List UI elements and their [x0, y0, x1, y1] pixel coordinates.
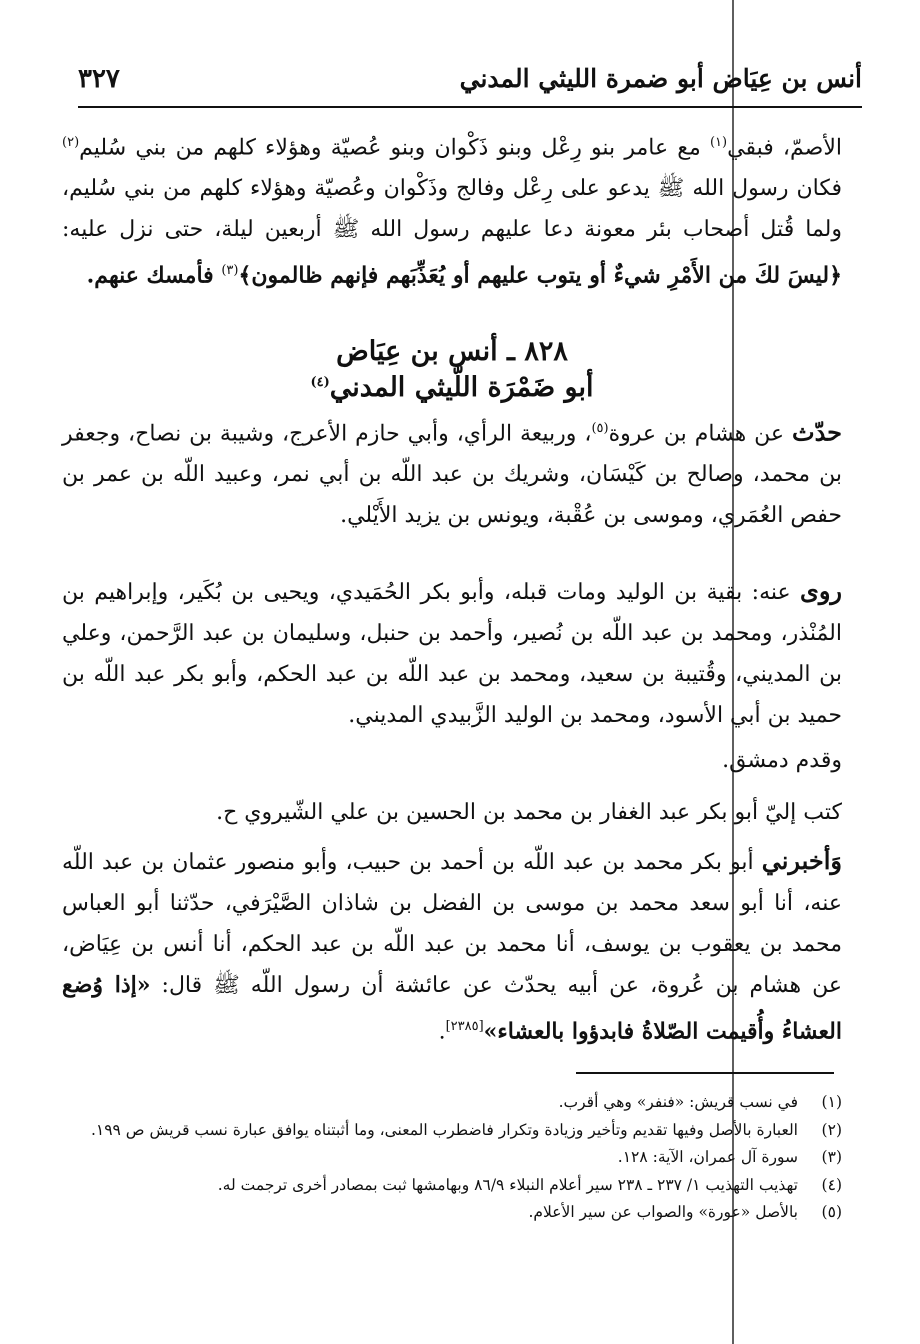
entry-subtitle: [62, 372, 842, 403]
para6-text-a: أبو بكر محمد بن عبد اللّه بن أحمد بن حبيب، وأبو منصور عثمان بن عبد اللّه عنه، أنا أبو سعد محمد بن موسى بن الفضل بن شاذان الصَّيْرَفي، حدّثنا أبو العباس محمد بن يعقوب بن يوسف، أنا محمد بن عبد اللّه بن عبد الحكم، أنا أنس بن عِيَاض، عن هشام بن عُروة، عن أبيه يحدّث عن عائشة أن رسول اللّه ﷺ قال:: [62, 850, 842, 998]
lead-word-rawa: روى: [800, 576, 842, 605]
entry-title-line1: ٨٢٨ ـ أنس بن عِيَاض: [336, 336, 568, 367]
paragraph-narrated-from: [62, 408, 842, 536]
footnote-ref-4: (٤): [310, 375, 330, 390]
paragraph-narrators: [62, 570, 842, 736]
para2-text-b: ، وربيعة الرأي، وأبي حازم الأعرج، وشيبة بن نصاح، وجعفر بن محمد، وصالح بن كَيْسَان، وشريك بن عبد اللّه بن أبي نمر، وعبيد اللّه بن عمر بن حفص العُمَري، وموسى بن عُقْبة، ويونس بن يزيد الأَيْلي.: [62, 421, 842, 529]
paragraph-hadith: [62, 840, 842, 1052]
footnote-text: في نسب قريش: «فنفر» وهي أقرب.: [558, 1093, 798, 1111]
para1-text-c: فكان رسول الله ﷺ يدعو على رِعْل وفالج وذَكْوان وعُصيّة وهؤلاء كلهم من بني سُليم، ولما قُتل أصحاب بئر معونة دعا عليهم رسول الله ﷺ أربعين ليلة، حتى نزل عليه:: [62, 176, 842, 243]
para3-text: عنه: بقية بن الوليد ومات قبله، وأبو بكر الحُمَيدي، ويحيى بن بُكَير، وإبراهيم بن المُنْذر، ومحمد بن عبد اللّه بن نُصير، وأحمد بن حنبل، وسليمان بن عبد الرَّحمن، وعلي بن المديني، وقُتيبة بن سعيد، ومحمد بن عبد اللّه بن عبد الحكم، وأبو بكر عبد اللّه بن حميد بن أبي الأسود، ومحمد بن الوليد الزَّبيدي المديني.: [62, 580, 842, 728]
page-number: ٣٢٧: [78, 64, 120, 94]
quran-verse: ﴿ليسَ لكَ من الأَمْرِ شيءٌ أو يتوب عليهم أو يُعَذِّبَهم فإنهم ظالمون﴾: [238, 262, 842, 289]
footnote-ref-2: (٢): [62, 135, 80, 150]
footnote-item: [78, 1118, 842, 1143]
paragraph-isnad-letter: [62, 792, 842, 833]
hadith-text: «إذا وُضع العشاءُ وأُقيمت الصّلاةُ فابدؤوا بالعشاء»: [62, 972, 842, 1045]
paragraph-damascus: [62, 740, 842, 781]
lead-word-haddatha: حدّث: [791, 417, 843, 447]
header-rule: [78, 106, 862, 108]
para6-end: .: [438, 1019, 446, 1045]
entry-title: [62, 336, 842, 367]
page-header: [78, 58, 862, 108]
footnote-ref-1: (١): [709, 135, 728, 150]
para1-text-d: فأمسك عنهم.: [86, 262, 222, 289]
footnote-item: [78, 1173, 842, 1198]
entry-title-line2: أبو ضَمْرَة اللَّيثي المدني: [329, 372, 594, 403]
footnotes: [78, 1090, 842, 1228]
footnote-item: [78, 1200, 842, 1225]
footnote-number: (١): [821, 1093, 842, 1111]
para2-text-a: عن هشام بن عروة: [608, 421, 792, 447]
lead-word-akhbarani: وَأخبرني: [761, 846, 842, 875]
footnote-number: (٢): [821, 1120, 842, 1139]
paragraph-continuation: [62, 122, 842, 297]
footnote-text: تهذيب التهذيب ١/ ٢٣٧ ـ ٢٣٨ سير أعلام النبلاء ٨٦/٩ وبهامشها ثبت بمصادر أخرى ترجمت له.: [217, 1175, 798, 1194]
footnote-rule: [576, 1072, 834, 1074]
para5-text: كتب إليّ أبو بكر عبد الغفار بن محمد بن الحسين بن علي الشّيروي ح.: [216, 800, 842, 825]
footnote-item: [78, 1090, 842, 1115]
footnote-text: سورة آل عمران، الآية: ١٢٨.: [617, 1148, 798, 1166]
footnote-text: بالأصل «عورة» والصواب عن سير الأعلام.: [528, 1203, 798, 1221]
footnote-number: (٤): [821, 1175, 842, 1194]
running-title: أنس بن عِيَاض أبو ضمرة الليثي المدني: [459, 64, 862, 93]
footnote-item: [78, 1145, 842, 1170]
para1-text-a: الأصمّ، فبقي: [727, 135, 842, 161]
footnote-text: العبارة بالأصل وفيها تقديم وتأخير وزيادة وتكرار فاضطرب المعنى، وما أثبتناه يوافق عبارة نسب قريش ص ١٩٩.: [90, 1120, 798, 1139]
hadith-ref-number: [٢٣٨٥]: [445, 1019, 484, 1034]
footnote-number: (٣): [821, 1148, 842, 1166]
footnote-number: (٥): [821, 1203, 842, 1221]
footnote-ref-3: (٣): [221, 263, 239, 279]
footnote-ref-5: (٥): [591, 421, 609, 436]
para4-text: وقدم دمشق.: [722, 748, 842, 773]
para1-text-b: مع عامر بنو رِعْل وبنو ذَكْوان وبنو عُصيّة وهؤلاء كلهم من بني سُليم: [79, 135, 710, 161]
